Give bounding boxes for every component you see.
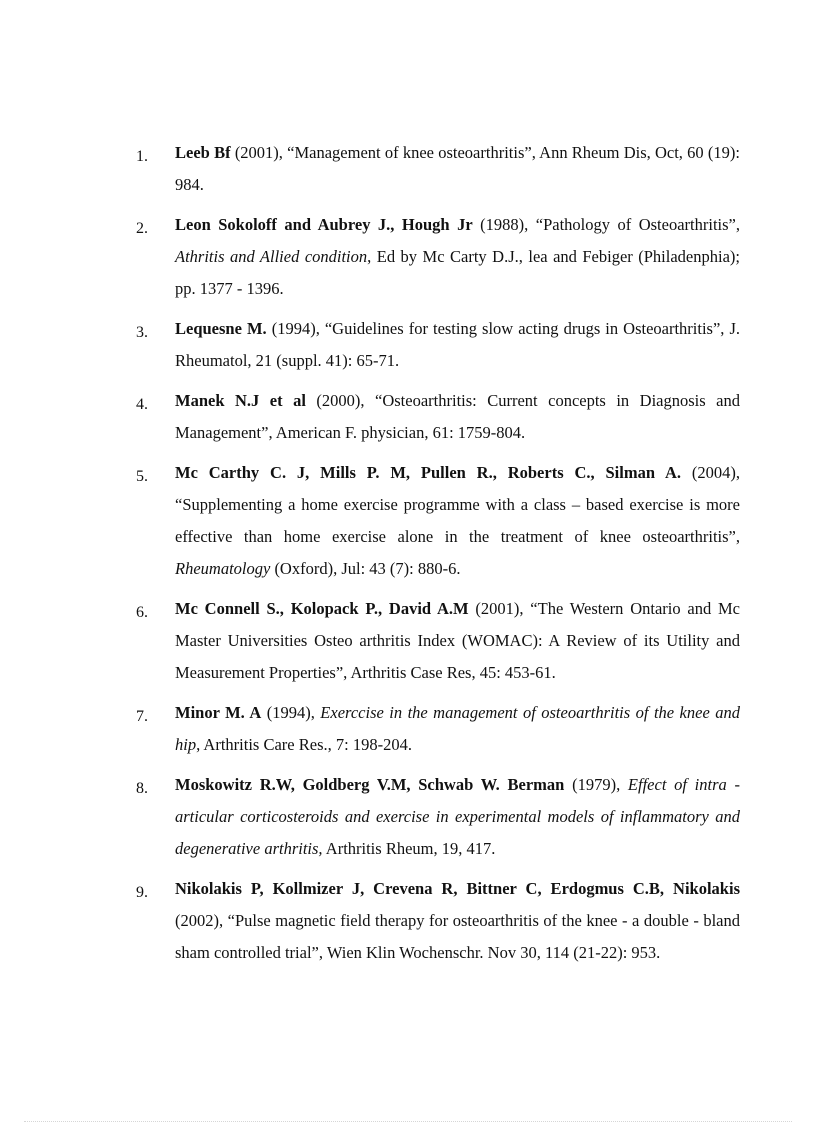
reference-number: 3. [136, 324, 148, 341]
reference-item [136, 697, 740, 761]
reference-segment: Arthritis Rheum, 19, 417. [322, 839, 496, 858]
reference-text [175, 463, 740, 578]
reference-text [175, 879, 740, 962]
reference-item [136, 769, 740, 865]
reference-text [175, 319, 740, 370]
reference-list [136, 137, 740, 977]
reference-segment: (2000), “Osteoarthritis: Current concepts in Diagnosis and Management”, American F. physician, 61: 1759-804. [175, 391, 740, 442]
reference-number: 6. [136, 604, 148, 621]
reference-text [175, 775, 740, 858]
reference-number: 5. [136, 468, 148, 485]
reference-segment: (2001), “Management of knee osteoarthritis”, Ann Rheum Dis, Oct, 60 (19): 984. [175, 143, 740, 194]
reference-number: 4. [136, 396, 148, 413]
reference-text [175, 599, 740, 682]
reference-item [136, 873, 740, 969]
reference-item [136, 385, 740, 449]
reference-authors: Minor M. A [175, 703, 262, 722]
reference-text [175, 143, 740, 194]
reference-segment: (1994), [261, 703, 321, 722]
reference-segment: (2002), “Pulse magnetic field therapy for osteoarthritis of the knee - a double - bland sham controlled trial”, Wien Klin Wochenschr. Nov 30, 114 (21-22): 953. [175, 911, 740, 962]
reference-item [136, 313, 740, 377]
reference-segment: (2004), “Supplementing a home exercise programme with a class – based exercise is more effective than home exercise alone in the treatment of knee osteoarthritis”, [175, 463, 740, 546]
reference-item [136, 457, 740, 585]
reference-title-italic: Rheumatology [175, 559, 271, 578]
reference-title-italic: Athritis and Allied condition [175, 247, 368, 266]
reference-segment: (2001), “The Western Ontario and Mc Master Universities Osteo arthritis Index (WOMAC): A Review of its Utility and Measurement Properties”, Arthritis Case Res, 45: 453-61. [175, 599, 740, 682]
reference-item [136, 593, 740, 689]
reference-title-italic: Effect of intra - articular corticosteroids and exercise in experimental models of inflammatory and degenerative arthritis, [175, 775, 740, 858]
reference-authors: Mc Connell S., Kolopack P., David A.M [175, 599, 469, 618]
reference-number: 8. [136, 780, 148, 797]
page-bottom-border [24, 1121, 792, 1122]
reference-text [175, 703, 740, 754]
reference-authors: Nikolakis P, Kollmizer J, Crevena R, Bittner C, Erdogmus C.B, Nikolakis [175, 879, 740, 898]
reference-authors: Leeb Bf [175, 143, 231, 162]
reference-segment: (Oxford), Jul: 43 (7): 880-6. [270, 559, 461, 578]
reference-segment: (1994), “Guidelines for testing slow acting drugs in Osteoarthritis”, J. Rheumatol, 21 (suppl. 41): 65-71. [175, 319, 740, 370]
reference-item [136, 209, 740, 305]
reference-number: 9. [136, 884, 148, 901]
reference-number: 1. [136, 148, 148, 165]
reference-segment: , Arthritis Care Res., 7: 198-204. [196, 735, 412, 754]
reference-text [175, 391, 740, 442]
reference-segment: , Ed by Mc Carty D.J., lea and Febiger (Philadenphia); pp. 1377 - 1396. [175, 247, 740, 298]
reference-number: 7. [136, 708, 148, 725]
reference-segment: (1988), “Pathology of Osteoarthritis”, [472, 215, 740, 234]
reference-text [175, 215, 740, 298]
reference-segment: (1979), [564, 775, 628, 794]
reference-number: 2. [136, 220, 148, 237]
reference-authors: Leon Sokoloff and Aubrey J., Hough Jr [175, 215, 473, 234]
reference-authors: Lequesne M. [175, 319, 267, 338]
reference-title-italic: Exerccise in the management of osteoarthritis of the knee and hip [175, 703, 740, 754]
reference-authors: Mc Carthy C. J, Mills P. M, Pullen R., Roberts C., Silman A. [175, 463, 682, 482]
reference-authors: Manek N.J et al [175, 391, 306, 410]
reference-authors: Moskowitz R.W, Goldberg V.M, Schwab W. Berman [175, 775, 565, 794]
reference-item [136, 137, 740, 201]
